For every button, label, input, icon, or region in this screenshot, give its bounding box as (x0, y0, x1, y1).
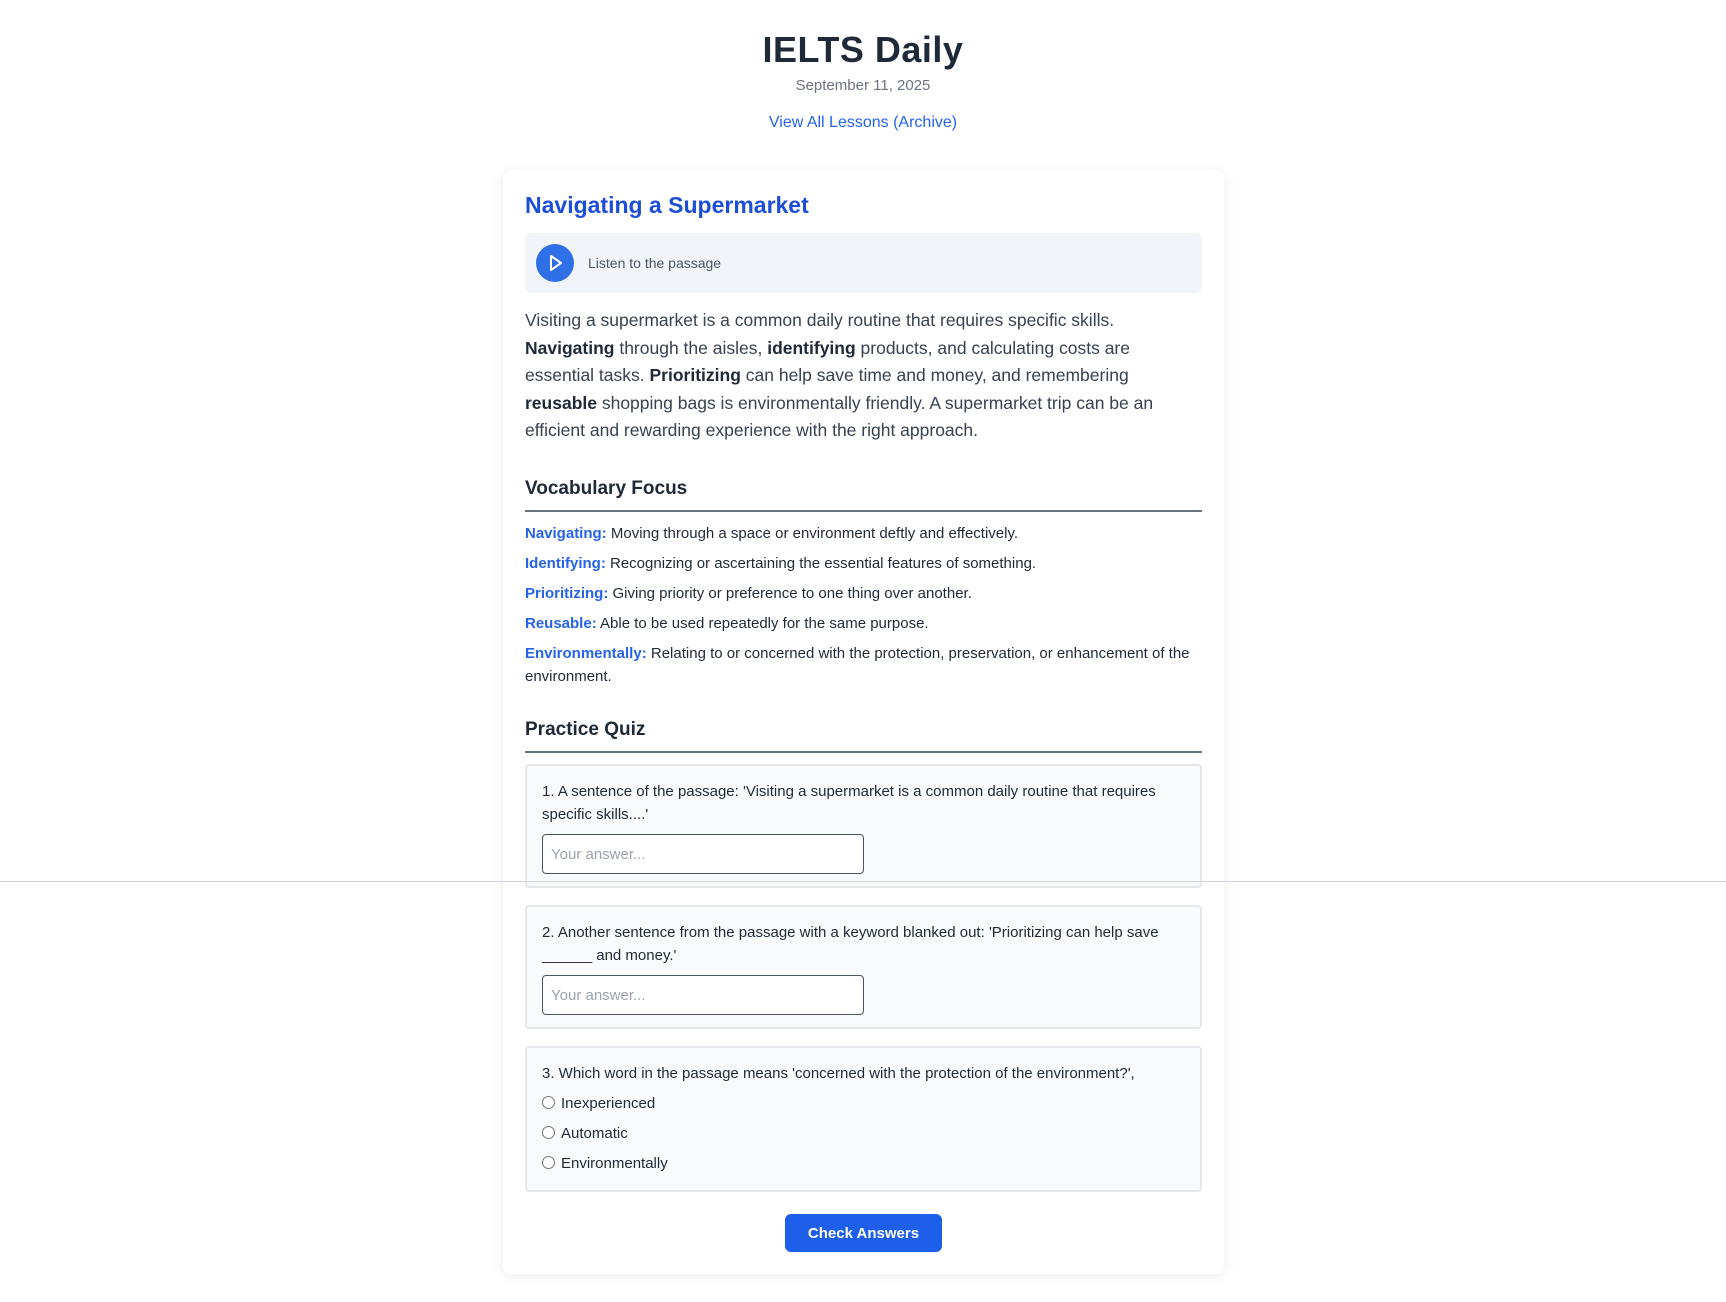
vocab-item (525, 552, 1202, 575)
radio-automatic[interactable] (542, 1126, 555, 1139)
audio-label: Listen to the passage (588, 255, 722, 271)
vocab-term: Identifying: (525, 555, 606, 572)
quiz-question-1 (525, 764, 1202, 888)
question-text: 1. A sentence of the passage: 'Visiting a supermarket is a common daily routine that requires specific skills....' (542, 783, 1156, 823)
passage-keyword: Navigating (525, 337, 615, 358)
vocab-item (525, 612, 1202, 635)
option-label: Automatic (561, 1125, 628, 1142)
vocab-definition: Able to be used repeatedly for the same purpose. (596, 615, 929, 632)
radio-inexperienced[interactable] (542, 1096, 555, 1109)
passage-keyword: Prioritizing (649, 365, 741, 385)
archive-link[interactable]: View All Lessons (Archive) (768, 114, 958, 131)
passage-keyword: reusable (525, 392, 597, 413)
option-environmentally[interactable] (542, 1153, 668, 1175)
quiz-question-3 (525, 1046, 1202, 1192)
passage-text: Visiting a supermarket is a common daily routine that requires specific skills. (525, 310, 1115, 330)
check-answers-button[interactable]: Check Answers (785, 1214, 942, 1252)
vocabulary-heading: Vocabulary Focus (525, 477, 1202, 512)
vocab-item (525, 582, 1202, 605)
answer-input-1[interactable] (542, 834, 864, 874)
site-title: IELTS Daily (762, 29, 964, 70)
passage-text: can help save time and money, and remembering (740, 365, 1129, 385)
reading-passage (525, 307, 1202, 445)
vocab-definition: Recognizing or ascertaining the essential features of something. (605, 555, 1037, 572)
archive-link-container (0, 113, 1726, 133)
quiz-heading: Practice Quiz (525, 718, 1202, 753)
vocab-term: Navigating: (525, 525, 607, 542)
vocab-term: Reusable: (525, 615, 597, 632)
audio-player (525, 233, 1202, 293)
vocab-item (525, 642, 1202, 688)
vocabulary-list (525, 522, 1202, 695)
lesson-card (503, 170, 1224, 1274)
lesson-title: Navigating a Supermarket (525, 192, 809, 218)
lesson-date: September 11, 2025 (795, 77, 931, 94)
passage-text: shopping bags is environmentally friendly. A supermarket trip can be an efficient and rewarding experience with the right approach. (525, 392, 1154, 440)
question-text: 3. Which word in the passage means 'concerned with the protection of the environment?', (542, 1065, 1135, 1082)
play-button[interactable] (536, 244, 574, 282)
radio-environmentally[interactable] (542, 1156, 555, 1169)
option-label: Environmentally (561, 1155, 668, 1172)
play-icon (544, 252, 566, 274)
viewport-divider (0, 881, 1726, 882)
option-automatic[interactable] (542, 1123, 628, 1145)
vocab-definition: Moving through a space or environment deftly and effectively. (606, 525, 1019, 542)
question-text: 2. Another sentence from the passage with a keyword blanked out: 'Prioritizing can help save ______ and money.' (542, 924, 1159, 964)
passage-text: products, and calculating costs are essential tasks. (525, 337, 1130, 385)
vocab-definition: Relating to or concerned with the protection, preservation, or enhancement of the environment. (525, 645, 1190, 685)
option-label: Inexperienced (561, 1095, 656, 1112)
passage-keyword: identifying (767, 337, 856, 358)
option-inexperienced[interactable] (542, 1093, 655, 1115)
answer-input-2[interactable] (542, 975, 864, 1015)
vocab-term: Environmentally: (525, 645, 647, 662)
vocab-term: Prioritizing: (525, 585, 609, 602)
vocab-item (525, 522, 1202, 545)
passage-text: through the aisles, (614, 337, 768, 358)
quiz-question-2 (525, 905, 1202, 1029)
vocab-definition: Giving priority or preference to one thing over another. (608, 585, 972, 602)
